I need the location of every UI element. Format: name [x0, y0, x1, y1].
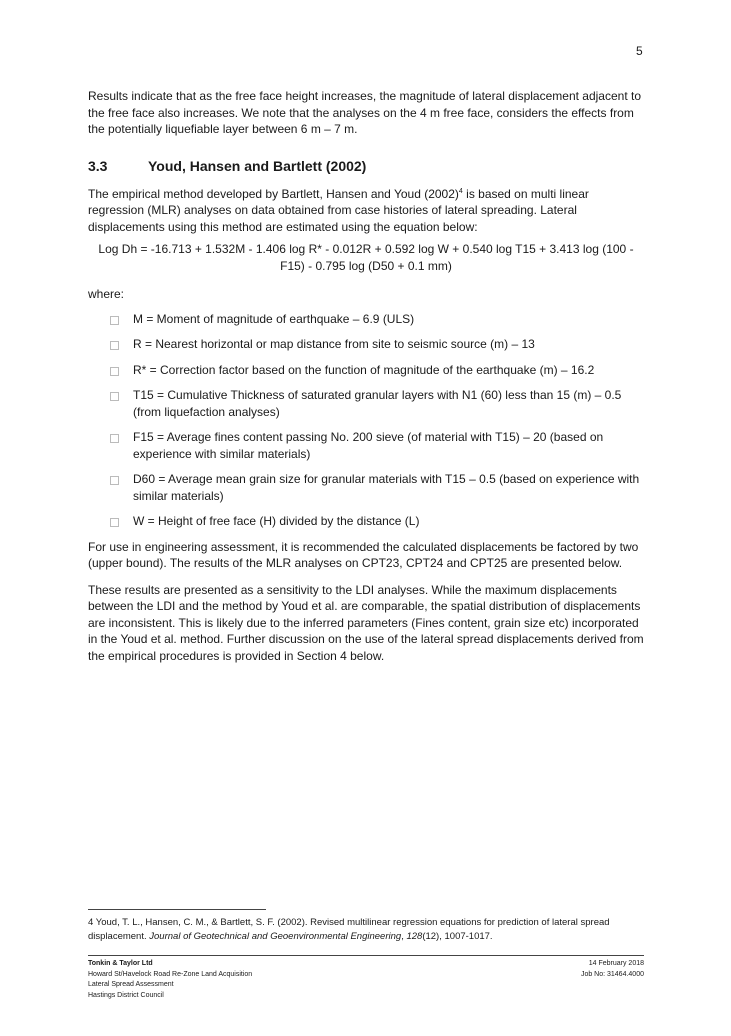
footnote-divider [88, 909, 266, 910]
list-item [88, 336, 644, 353]
method-paragraph [88, 186, 644, 236]
variable-list [88, 311, 644, 530]
checkbox-bullet-icon [110, 518, 119, 527]
list-item-text: F15 = Average fines content passing No. 200 sieve (of material with T15) – 20 (based on experience with similar materials) [133, 430, 604, 461]
method-text-end: is based on multi linear regression (MLR) analyses on data obtained from case histories of lateral spreading. Lateral displacements using this method are estimated using the equation below: [88, 186, 589, 234]
footer-date: 14 February 2018 [588, 960, 644, 967]
list-item [88, 513, 644, 530]
page-number: 5 [636, 44, 643, 58]
footer-client: Hastings District Council [88, 991, 164, 999]
checkbox-bullet-icon [110, 392, 119, 401]
page-body [88, 88, 644, 664]
checkbox-bullet-icon [110, 434, 119, 443]
footer-project: Howard St/Havelock Road Re-Zone Land Acquisition [88, 970, 253, 978]
footnote-separator: , [401, 931, 407, 942]
footnote [88, 916, 648, 944]
footer-right [540, 959, 644, 980]
where-label: where: [88, 287, 125, 301]
checkbox-bullet-icon [110, 341, 119, 350]
list-item-text: W = Height of free face (H) divided by the distance (L) [133, 514, 420, 528]
list-item-text: R = Nearest horizontal or map distance from site to seismic source (m) – 13 [133, 337, 535, 351]
sensitivity-paragraph: These results are presented as a sensitivity to the LDI analyses. While the maximum displacements between the LDI and the method by Youd et al. are comparable, the spatial distribution of displacements are inconsistent. This is likely due to the inferred parameters (Fines content, grain size etc) incorporated in the Youd et al. method. Further discussion on the use of the lateral spread displacements derived from the empirical procedures is provided in Section 4 below. [88, 582, 644, 663]
checkbox-bullet-icon [110, 316, 119, 325]
footnote-volume: 128 [406, 931, 423, 942]
section-title: Youd, Hansen and Bartlett (2002) [148, 157, 367, 174]
list-item-text: T15 = Cumulative Thickness of saturated granular layers with N1 (60) less than 15 (m) – 0.5 (from liquefaction analyses) [133, 388, 622, 419]
footnote-journal: Journal of Geotechnical and Geoenvironmental Engineering [149, 931, 402, 942]
footer-left [88, 959, 252, 1001]
engineering-paragraph: For use in engineering assessment, it is recommended the calculated displacements be factored by two (upper bound). The results of the MLR analyses on CPT23, CPT24 and CPT25 are presented below. [88, 539, 639, 570]
list-item [88, 362, 644, 379]
footer-job-number: Job No: 31464.4000 [580, 970, 644, 978]
footnote-number: 4 [88, 917, 94, 928]
list-item [88, 311, 644, 328]
footnote-text: Youd, T. L., Hansen, C. M., & Bartlett, S. F. (2002). Revised multilinear regression equations for prediction of lateral spread displacement. [88, 917, 610, 942]
method-text-start: The empirical method developed by Bartlett, Hansen and Youd (2002) [88, 186, 459, 201]
footer-divider [88, 955, 644, 956]
footnote-issue-pages: (12), 1007-1017. [422, 931, 493, 942]
list-item-text: R* = Correction factor based on the function of magnitude of the earthquake (m) – 16.2 [133, 362, 595, 377]
results-paragraph: Results indicate that as the free face height increases, the magnitude of lateral displacement adjacent to the free face also increases. We note that the analyses on the 4 m free face, considers the effects from the potentially liquefiable layer between 6 m – 7 m. [88, 89, 641, 136]
checkbox-bullet-icon [110, 367, 119, 376]
list-item [88, 387, 644, 420]
footnote-reference[interactable]: 4 [458, 187, 463, 195]
list-item [88, 429, 644, 462]
section-number: 3.3 [88, 157, 108, 174]
section-heading [88, 158, 644, 176]
footer-report: Lateral Spread Assessment [88, 981, 174, 988]
list-item [88, 471, 644, 504]
list-item-text: M = Moment of magnitude of earthquake – 6.9 (ULS) [133, 311, 415, 326]
checkbox-bullet-icon [110, 476, 119, 485]
list-item-text: D60 = Average mean grain size for granular materials with T15 – 0.5 (based on experience with similar materials) [133, 472, 640, 503]
equation: Log Dh = -16.713 + 1.532M - 1.406 log R* - 0.012R + 0.592 log W + 0.540 log T15 + 3.413 log (100 - F15) - 0.795 log (D50 + 0.1 mm) [98, 242, 634, 273]
footer-company: Tonkin & Taylor Ltd [88, 960, 153, 967]
